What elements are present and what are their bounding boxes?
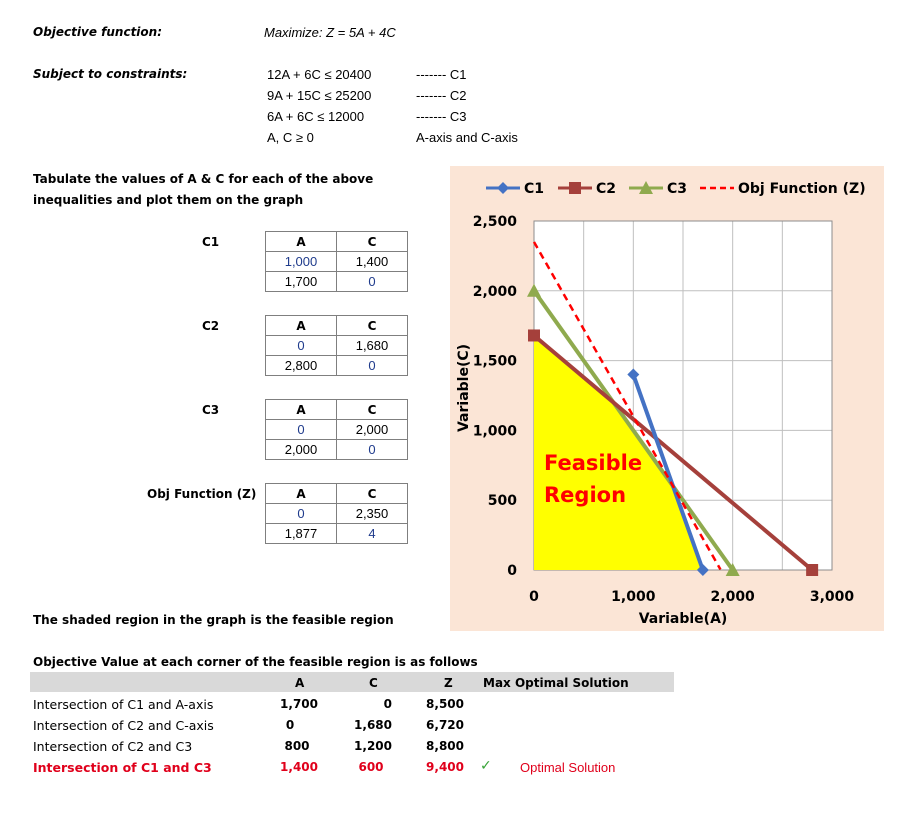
corners-header-a: A	[295, 676, 305, 690]
data-point-square	[569, 182, 581, 194]
table-header-cell: A	[266, 316, 337, 336]
data-point-square	[806, 564, 818, 576]
table-c3	[265, 399, 408, 460]
corners-header-c: C	[369, 676, 378, 690]
table-header-cell: C	[337, 484, 408, 504]
y-tick-label: 500	[487, 493, 517, 510]
table-c2	[265, 315, 408, 376]
constraint-tag-2: ------- C2	[416, 88, 467, 103]
feasible-region-label: Region	[544, 483, 627, 507]
constraint-expr-4: A, C ≥ 0	[267, 130, 314, 145]
corner-row-c: 0	[383, 697, 392, 711]
table-label-c3: C3	[202, 403, 220, 417]
corner-row-z: 8,500	[426, 697, 464, 711]
table-cell: 2,800	[266, 356, 337, 376]
x-tick-label: 0	[529, 589, 539, 605]
y-tick-label: 1,500	[472, 353, 517, 370]
table-cell: 0	[266, 504, 337, 524]
x-tick-label: 3,000	[809, 589, 855, 605]
feasible-region-chart	[450, 166, 884, 631]
table-objective	[265, 483, 408, 544]
constraint-tag-1: ------- C1	[416, 67, 467, 82]
legend-label: Obj Function (Z)	[738, 181, 866, 197]
corner-row-a: 1,400	[280, 760, 318, 774]
corner-row-z: 9,400	[426, 760, 464, 774]
table-cell: 2,000	[266, 440, 337, 460]
corner-row-label: Intersection of C2 and C-axis	[33, 718, 214, 733]
table-header-cell: C	[337, 232, 408, 252]
table-cell: 1,000	[266, 252, 337, 272]
y-tick-label: 2,500	[472, 214, 517, 230]
corner-row-z: 6,720	[426, 718, 464, 732]
table-label-c1: C1	[202, 235, 220, 249]
data-point-square	[528, 329, 540, 341]
corner-row-z: 8,800	[426, 739, 464, 753]
corner-row-c: 1,200	[354, 739, 392, 753]
table-label-objective: Obj Function (Z)	[147, 487, 257, 501]
corners-header-max: Max Optimal Solution	[483, 676, 629, 690]
corner-row-a: 0	[285, 718, 295, 732]
constraint-expr-3: 6A + 6C ≤ 12000	[267, 109, 365, 124]
corner-row-label: Intersection of C2 and C3	[33, 739, 193, 754]
shaded-region-note: The shaded region in the graph is the feasible region	[33, 613, 394, 627]
table-cell: 1,680	[337, 336, 408, 356]
feasible-region-label: Feasible	[544, 451, 643, 475]
corner-row-label-optimal: Intersection of C1 and C3	[33, 760, 212, 775]
table-cell: 1,700	[266, 272, 337, 292]
data-point-diamond	[497, 182, 509, 194]
table-header-cell: C	[337, 316, 408, 336]
corners-header-z: Z	[444, 676, 453, 690]
table-cell: 0	[337, 272, 408, 292]
table-cell: 0	[337, 440, 408, 460]
table-c1	[265, 231, 408, 292]
legend-label: C3	[667, 181, 688, 197]
table-cell: 1,400	[337, 252, 408, 272]
constraint-tag-3: ------- C3	[416, 109, 467, 124]
chart-legend	[486, 181, 866, 197]
y-tick-label: 0	[507, 563, 517, 579]
x-tick-label: 1,000	[611, 589, 656, 605]
y-tick-label: 1,000	[472, 423, 517, 440]
constraint-expr-2: 9A + 15C ≤ 25200	[267, 88, 372, 103]
legend-label: C2	[596, 181, 617, 197]
y-tick-label: 2,000	[472, 283, 517, 300]
table-label-c2: C2	[202, 319, 220, 333]
table-cell: 0	[266, 336, 337, 356]
corner-row-a: 1,700	[280, 697, 318, 711]
objective-label: Objective function:	[33, 25, 162, 39]
objective-expression: Maximize: Z = 5A + 4C	[264, 25, 396, 40]
checkmark-icon: ✓	[480, 758, 492, 774]
corner-row-c: 1,680	[354, 718, 392, 732]
table-header-cell: C	[337, 400, 408, 420]
table-cell: 2,000	[337, 420, 408, 440]
constraint-tag-4: A-axis and C-axis	[416, 130, 518, 145]
optimal-solution-note: Optimal Solution	[520, 760, 616, 775]
y-axis-label: Variable(C)	[456, 343, 472, 433]
x-axis-label: Variable(A)	[638, 611, 728, 627]
instructions-line-1: Tabulate the values of A & C for each of the above	[33, 172, 374, 186]
table-header-cell: A	[266, 484, 337, 504]
table-header-cell: A	[266, 400, 337, 420]
corner-row-a: 800	[284, 739, 310, 753]
corner-row-c: 600	[358, 760, 384, 774]
table-cell: 2,350	[337, 504, 408, 524]
instructions-line-2: inequalities and plot them on the graph	[33, 193, 304, 207]
legend-label: C1	[524, 181, 545, 197]
table-cell: 1,877	[266, 524, 337, 544]
corner-row-label: Intersection of C1 and A-axis	[33, 697, 214, 712]
table-cell: 0	[337, 356, 408, 376]
table-cell: 4	[337, 524, 408, 544]
constraint-expr-1: 12A + 6C ≤ 20400	[267, 67, 372, 82]
table-header-cell: A	[266, 232, 337, 252]
constraints-label: Subject to constraints:	[33, 67, 188, 81]
table-cell: 0	[266, 420, 337, 440]
corners-title: Objective Value at each corner of the feasible region is as follows	[33, 655, 478, 669]
x-tick-label: 2,000	[710, 589, 755, 605]
